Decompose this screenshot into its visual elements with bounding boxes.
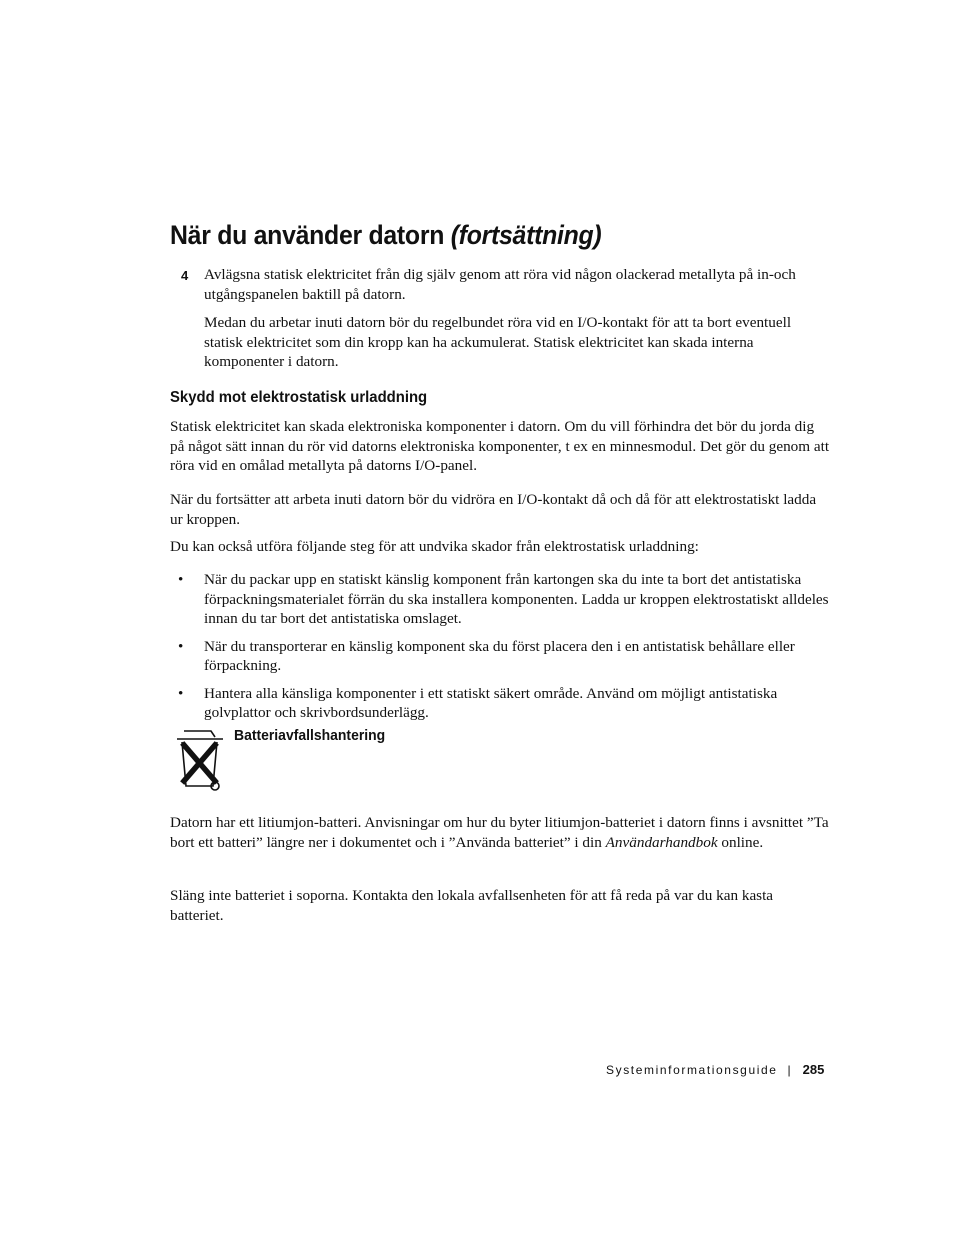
step-4 <box>170 265 830 372</box>
manual-title: Användarhandbok <box>605 833 718 851</box>
list-item <box>170 637 830 676</box>
battery-paragraph-1-text: Datorn har ett litiumjon-batteri. Anvisningar om hur du byter litiumjon-batteriet i datorn finns i avsnittet ”Ta bort ett batteri” längre ner i dokumentet och i ”Använda batteriet” i din <box>170 814 829 851</box>
page-footer <box>606 1062 824 1077</box>
list-item-text: När du packar upp en statiskt känslig komponent från kartongen ska du inte ta bort det antistatiska förpackningsmaterialet förrän du ska installera komponenten. Ladda ur kroppen elektrostatiskt alldeles innan du tar bort det antistatiska omslaget. <box>204 571 829 627</box>
step-text: Avlägsna statisk elektricitet från dig själv genom att röra vid någon olackerad metallyta på in-och utgångspanelen baktill på datorn. <box>204 266 796 303</box>
bullet: • <box>178 637 184 655</box>
footer-guide-name: Systeminformationsguide <box>606 1063 778 1077</box>
page-title <box>170 220 601 251</box>
esd-bullet-list <box>170 570 830 723</box>
battery-paragraph-1 <box>170 813 830 852</box>
footer-separator: | <box>787 1063 791 1077</box>
list-item-text: Hantera alla känsliga komponenter i ett statiskt säkert område. Använd om möjligt antistatiska golvplattor och skrivbordsunderlägg. <box>204 684 778 721</box>
crossed-out-wheeled-bin-icon <box>175 729 225 793</box>
list-item <box>170 570 830 629</box>
list-item-text: När du transporterar en känslig komponent ska du först placera den i en antistatisk behållare eller förpackning. <box>204 637 795 674</box>
battery-heading: Batteriavfallshantering <box>234 727 386 744</box>
battery-paragraph-2: Släng inte batteriet i soporna. Kontakta den lokala avfallsenheten för att få reda på var du kan kasta batteriet. <box>170 887 774 924</box>
battery-paragraph-1-end: online. <box>717 833 764 851</box>
page-title-continued: (fortsättning) <box>450 220 602 250</box>
step-number: 4 <box>181 268 189 283</box>
page-number: 285 <box>802 1062 825 1077</box>
esd-heading: Skydd mot elektrostatisk urladdning <box>170 389 428 406</box>
page-title-main: När du använder datorn <box>170 220 451 250</box>
step-note: Medan du arbetar inuti datorn bör du regelbundet röra vid en I/O-kontakt för att ta bort eventuell statisk elektricitet som din kropp kan ha ackumulerat. Statisk elektricitet kan skada interna komponenter i datorn. <box>204 314 792 370</box>
list-item <box>170 684 830 723</box>
esd-paragraph-3: Du kan också utföra följande steg för att undvika skador från elektrostatisk urladdning: <box>170 538 699 555</box>
bullet: • <box>178 571 184 588</box>
bullet: • <box>178 684 184 702</box>
esd-paragraph-1: Statisk elektricitet kan skada elektroniska komponenter i datorn. Om du vill förhindra det bör du jorda dig på något sätt innan du rör vid datorns elektroniska komponenter, t ex en minnesmodul. Det gör du genom att röra vid en omålad metallyta på datorns I/O-panel. <box>170 418 830 474</box>
esd-paragraph-2: När du fortsätter att arbeta inuti datorn bör du vidröra en I/O-kontakt då och då för att elektrostatiskt ladda ur kroppen. <box>170 491 817 528</box>
